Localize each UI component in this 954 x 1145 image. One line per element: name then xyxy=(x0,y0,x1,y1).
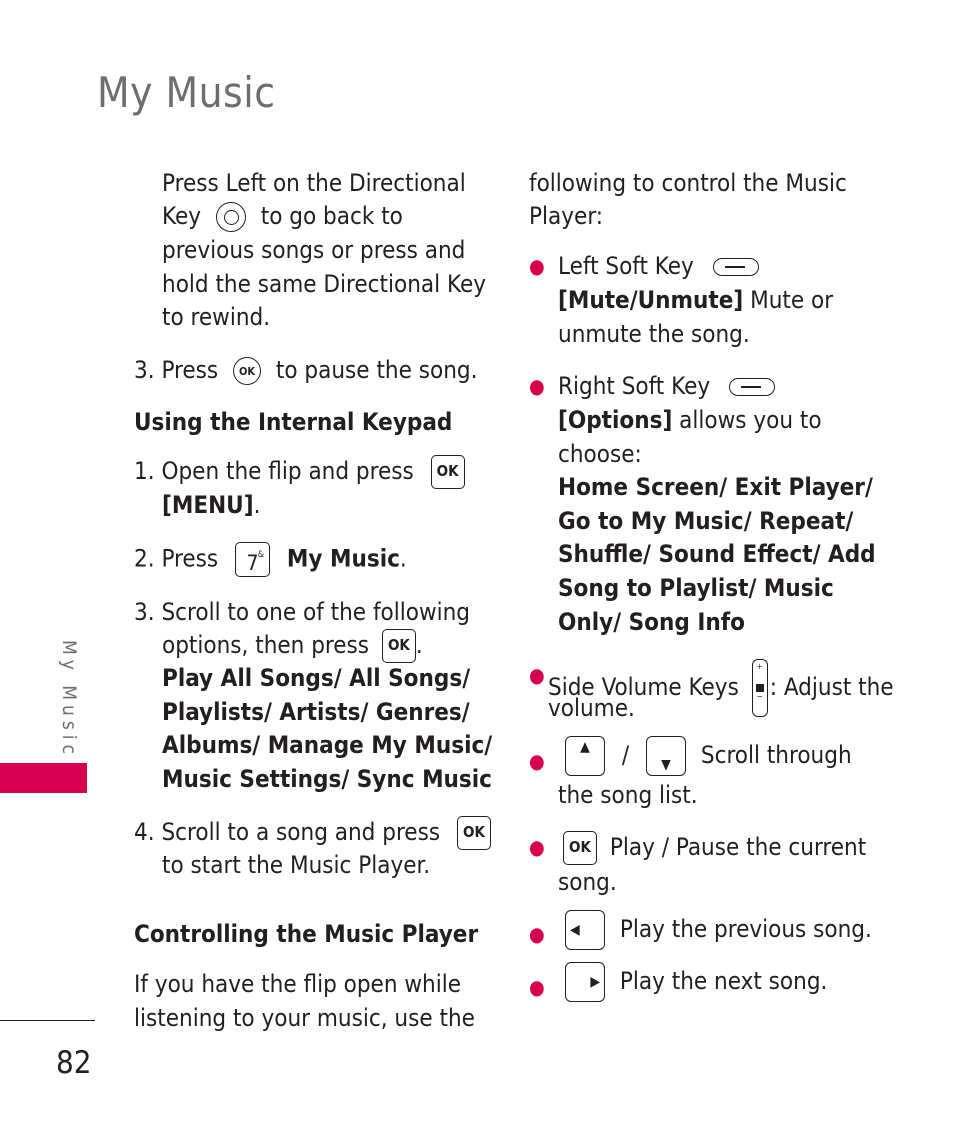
ok-key-icon: OK xyxy=(382,629,416,663)
options-line: Go to My Music/ Repeat/ xyxy=(558,507,854,535)
ok-key-icon: OK xyxy=(431,455,465,489)
ok-key-icon: OK xyxy=(233,357,261,385)
side-volume-desc: volume. xyxy=(548,694,635,722)
keypad-step-3: 3. Scroll to one of the following xyxy=(134,598,471,626)
options-line: Home Screen/ Exit Player/ xyxy=(558,473,873,501)
bullet: ● xyxy=(529,835,545,859)
up-key-icon: ▲ xyxy=(565,736,605,776)
ok-key-icon: OK xyxy=(457,816,491,850)
directional-key-icon xyxy=(216,202,246,232)
para-line-2: listening to your music, use the xyxy=(134,1004,475,1032)
menu-option-line: Albums/ Manage My Music/ xyxy=(162,731,493,759)
bullet: ● xyxy=(529,374,545,398)
menu-option-line: Playlists/ Artists/ Genres/ xyxy=(162,698,470,726)
left-soft-key-line: Left Soft Key xyxy=(558,250,759,284)
keypad-step-1-menu: [MENU]. xyxy=(162,491,261,519)
options-line: Shuffle/ Sound Effect/ Add xyxy=(558,540,876,568)
play-pause-line: OK Play / Pause the current xyxy=(563,831,866,865)
side-volume-line: Side Volume Keys + − : Adjust the xyxy=(548,659,894,717)
bullet: ● xyxy=(529,749,545,773)
menu-option-line: Play All Songs/ All Songs/ xyxy=(162,664,471,692)
side-section-label: My Music xyxy=(58,640,80,759)
side-volume-key-icon: + − xyxy=(752,659,768,717)
bullet: ● xyxy=(529,922,545,946)
intro-line-3: previous songs or press and xyxy=(162,236,466,264)
ok-key-icon: OK xyxy=(563,831,597,865)
right-intro-line-2: Player: xyxy=(529,202,604,230)
section-heading-controlling-player: Controlling the Music Player xyxy=(134,920,479,948)
intro-line-5: to rewind. xyxy=(162,303,271,331)
bullet: ● xyxy=(529,254,545,278)
right-key-icon: ▶ xyxy=(565,962,605,1002)
left-soft-key-desc-2: unmute the song. xyxy=(558,320,750,348)
intro-line-1: Press Left on the Directional xyxy=(162,169,466,197)
next-song-line: ▶ Play the next song. xyxy=(565,962,827,1002)
footer-rule xyxy=(0,1020,95,1021)
para-line-1: If you have the flip open while xyxy=(134,970,462,998)
page-number: 82 xyxy=(56,1045,92,1081)
right-soft-key-choose: choose: xyxy=(558,440,642,468)
previous-song-line: ◀ Play the previous song. xyxy=(565,910,872,950)
scroll-desc: the song list. xyxy=(558,781,698,809)
left-soft-key-icon xyxy=(713,258,759,276)
pause-step: 3. Press OK to pause the song. xyxy=(134,356,478,384)
left-key-icon: ◀ xyxy=(565,910,605,950)
scroll-line: ▲ / ▼ Scroll through xyxy=(565,736,852,776)
left-soft-key-desc: [Mute/Unmute] Mute or xyxy=(558,286,834,314)
keypad-step-3-press: options, then press OK . xyxy=(162,629,423,663)
right-soft-key-icon xyxy=(729,378,775,396)
menu-option-line: Music Settings/ Sync Music xyxy=(162,765,492,793)
options-line: Song to Playlist/ Music xyxy=(558,574,834,602)
right-soft-key-line: Right Soft Key xyxy=(558,370,775,404)
section-tab-marker xyxy=(0,763,87,793)
options-line: Only/ Song Info xyxy=(558,608,745,636)
keypad-step-4: 4. Scroll to a song and press OK xyxy=(134,816,491,850)
down-key-icon: ▼ xyxy=(646,736,686,776)
intro-line-4: hold the same Directional Key xyxy=(162,270,487,298)
page-title: My Music xyxy=(97,68,276,117)
section-heading-internal-keypad: Using the Internal Keypad xyxy=(134,408,453,436)
keypad-step-4-cont: to start the Music Player. xyxy=(162,851,431,879)
right-soft-key-desc: [Options] allows you to xyxy=(558,406,822,434)
keypad-step-2: 2. Press 7 & My Music. xyxy=(134,542,407,577)
bullet: ● xyxy=(529,975,545,999)
bullet: ● xyxy=(529,663,545,687)
right-intro-line-1: following to control the Music xyxy=(529,169,847,197)
intro-line-2: Key to go back to xyxy=(162,202,403,230)
seven-key-icon: 7 & xyxy=(235,542,270,577)
play-pause-desc: song. xyxy=(558,868,617,896)
keypad-step-1: 1. Open the flip and press OK xyxy=(134,455,465,489)
